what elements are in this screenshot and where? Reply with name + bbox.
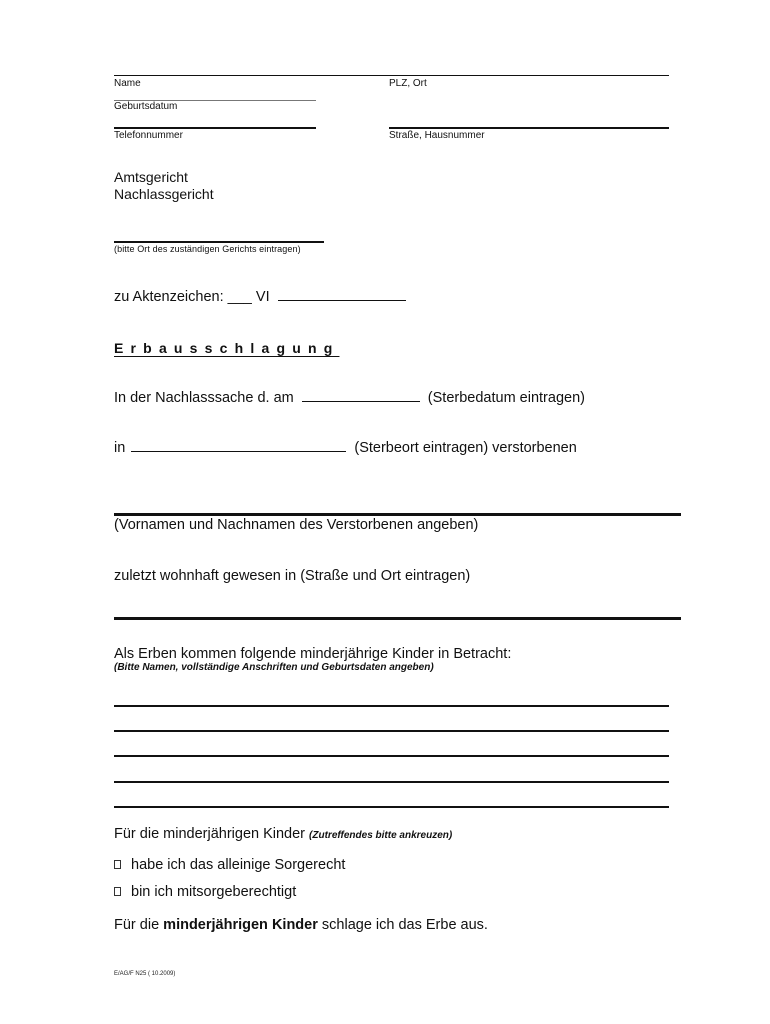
death-date-prefix: In der Nachlasssache d. am (114, 390, 294, 406)
birthdate-label: Geburtsdatum (114, 101, 178, 112)
joint-custody-checkbox[interactable] (114, 887, 121, 896)
form-code: E/AG/F N25 ( 10.2009) (114, 971, 176, 977)
phone-line[interactable] (114, 127, 316, 129)
declaration-row (114, 917, 488, 933)
custody-option-sole[interactable] (114, 857, 345, 873)
death-date-row (114, 389, 585, 406)
heirs-line-5[interactable] (114, 806, 669, 808)
case-number-row (114, 288, 406, 305)
heirs-heading: Als Erben kommen folgende minderjährige Kinder in Betracht: (114, 646, 512, 662)
declaration-suffix: schlage ich das Erbe aus. (321, 917, 488, 933)
joint-custody-label: bin ich mitsorgeberechtigt (131, 884, 297, 900)
death-place-row (114, 439, 577, 456)
case-mid: ___ VI (227, 289, 270, 305)
custody-intro-hint: (Zutreffendes bitte ankreuzen) (309, 830, 453, 841)
deceased-name-hint: (Vornamen und Nachnamen des Verstorbenen angeben) (114, 517, 479, 533)
case-number-field[interactable] (278, 288, 406, 301)
heirs-line-3[interactable] (114, 755, 669, 757)
deceased-name-line[interactable] (114, 513, 681, 516)
death-place-field[interactable] (131, 439, 346, 452)
death-place-prefix: in (114, 440, 126, 456)
court-location-line[interactable] (114, 241, 324, 243)
custody-intro-row (114, 826, 452, 842)
sole-custody-checkbox[interactable] (114, 860, 121, 869)
heirs-line-2[interactable] (114, 730, 669, 732)
name-plz-line[interactable] (114, 75, 669, 76)
death-date-hint: (Sterbedatum eintragen) (427, 390, 585, 406)
plz-label: PLZ, Ort (389, 78, 427, 89)
sole-custody-label: habe ich das alleinige Sorgerecht (131, 857, 346, 873)
custody-intro: Für die minderjährigen Kinder (114, 826, 306, 842)
heirs-line-4[interactable] (114, 781, 669, 783)
residence-hint: zuletzt wohnhaft gewesen in (Straße und Ort eintragen) (114, 568, 471, 584)
heirs-line-1[interactable] (114, 705, 669, 707)
heirs-subheading: (Bitte Namen, vollständige Anschriften und Geburtsdaten angeben) (114, 662, 434, 673)
phone-label: Telefonnummer (114, 130, 183, 141)
court-location-hint: (bitte Ort des zuständigen Gerichts eintragen) (114, 244, 301, 254)
name-label: Name (114, 78, 141, 89)
declaration-prefix: Für die (114, 917, 160, 933)
court-line2: Nachlassgericht (114, 186, 214, 202)
death-place-hint: (Sterbeort eintragen) verstorbenen (354, 440, 577, 456)
street-line[interactable] (389, 127, 669, 129)
case-prefix: zu Aktenzeichen: (114, 289, 224, 305)
court-line1: Amtsgericht (114, 169, 188, 185)
declaration-bold: minderjährigen Kinder (163, 917, 318, 933)
residence-line[interactable] (114, 617, 681, 620)
death-date-field[interactable] (302, 389, 420, 402)
custody-option-joint[interactable] (114, 884, 296, 900)
street-label: Straße, Hausnummer (389, 130, 485, 141)
document-title: Erbausschlagung (114, 340, 340, 356)
